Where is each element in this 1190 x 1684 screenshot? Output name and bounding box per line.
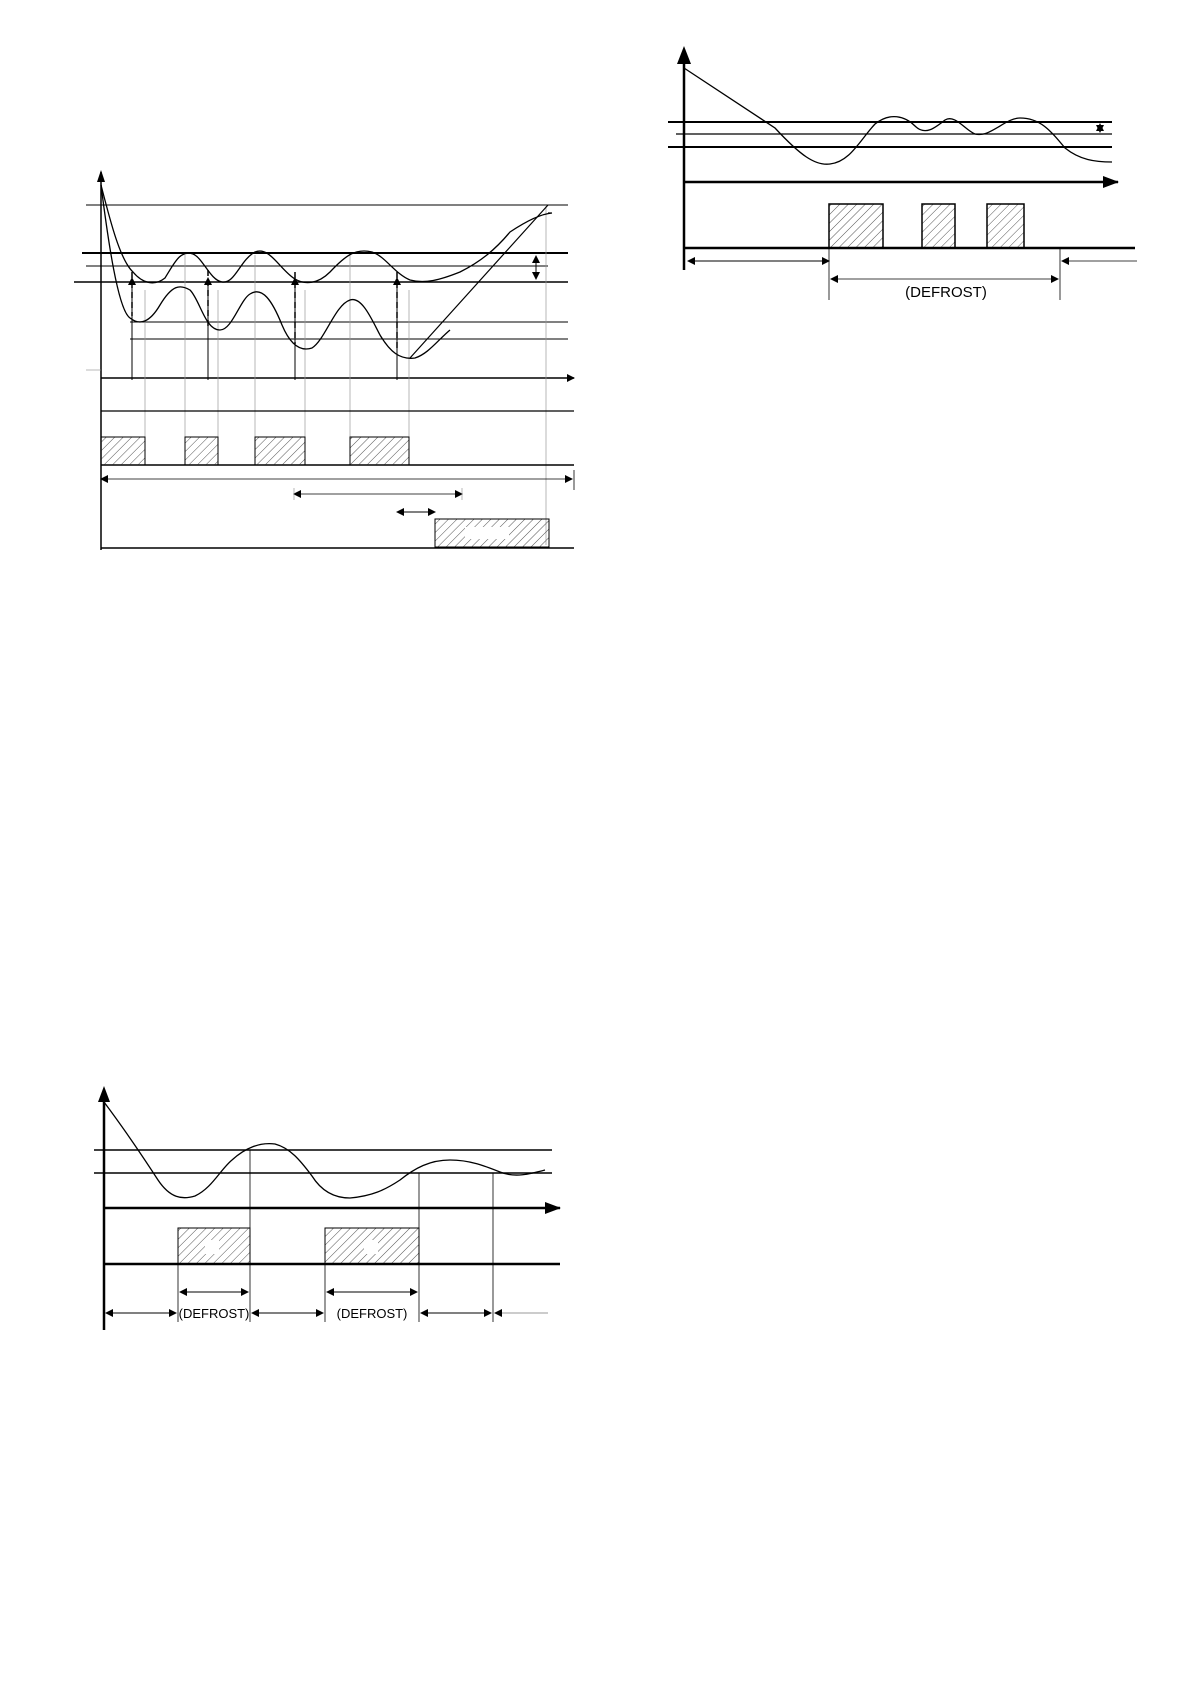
d1-relay-block-2 xyxy=(185,437,218,465)
diagram-1 xyxy=(74,170,574,550)
d3-defrost-label-2: (DEFROST) xyxy=(336,1306,408,1321)
d2-relay-block-2 xyxy=(922,204,955,248)
diagram-2 xyxy=(668,46,1137,300)
d1-y-axis-arrow-icon xyxy=(97,170,105,182)
diagram-3 xyxy=(94,1086,560,1330)
d2-defrost-label: (DEFROST) xyxy=(905,284,987,301)
d1-arrows xyxy=(132,278,397,380)
d3-defrost-label-1: (DEFROST) xyxy=(178,1306,250,1321)
d1-temperature-curve xyxy=(101,185,552,283)
d2-temperature-curve xyxy=(684,68,1112,164)
d1-relay-block-3 xyxy=(255,437,305,465)
d1-relay-block-1 xyxy=(101,437,145,465)
d1-relay-block-4 xyxy=(350,437,409,465)
d3-y-axis-arrow-icon xyxy=(98,1086,110,1102)
d2-relay-block-1 xyxy=(829,204,883,248)
d2-relay-block-3 xyxy=(987,204,1024,248)
d2-y-axis-arrow-icon xyxy=(677,46,691,64)
